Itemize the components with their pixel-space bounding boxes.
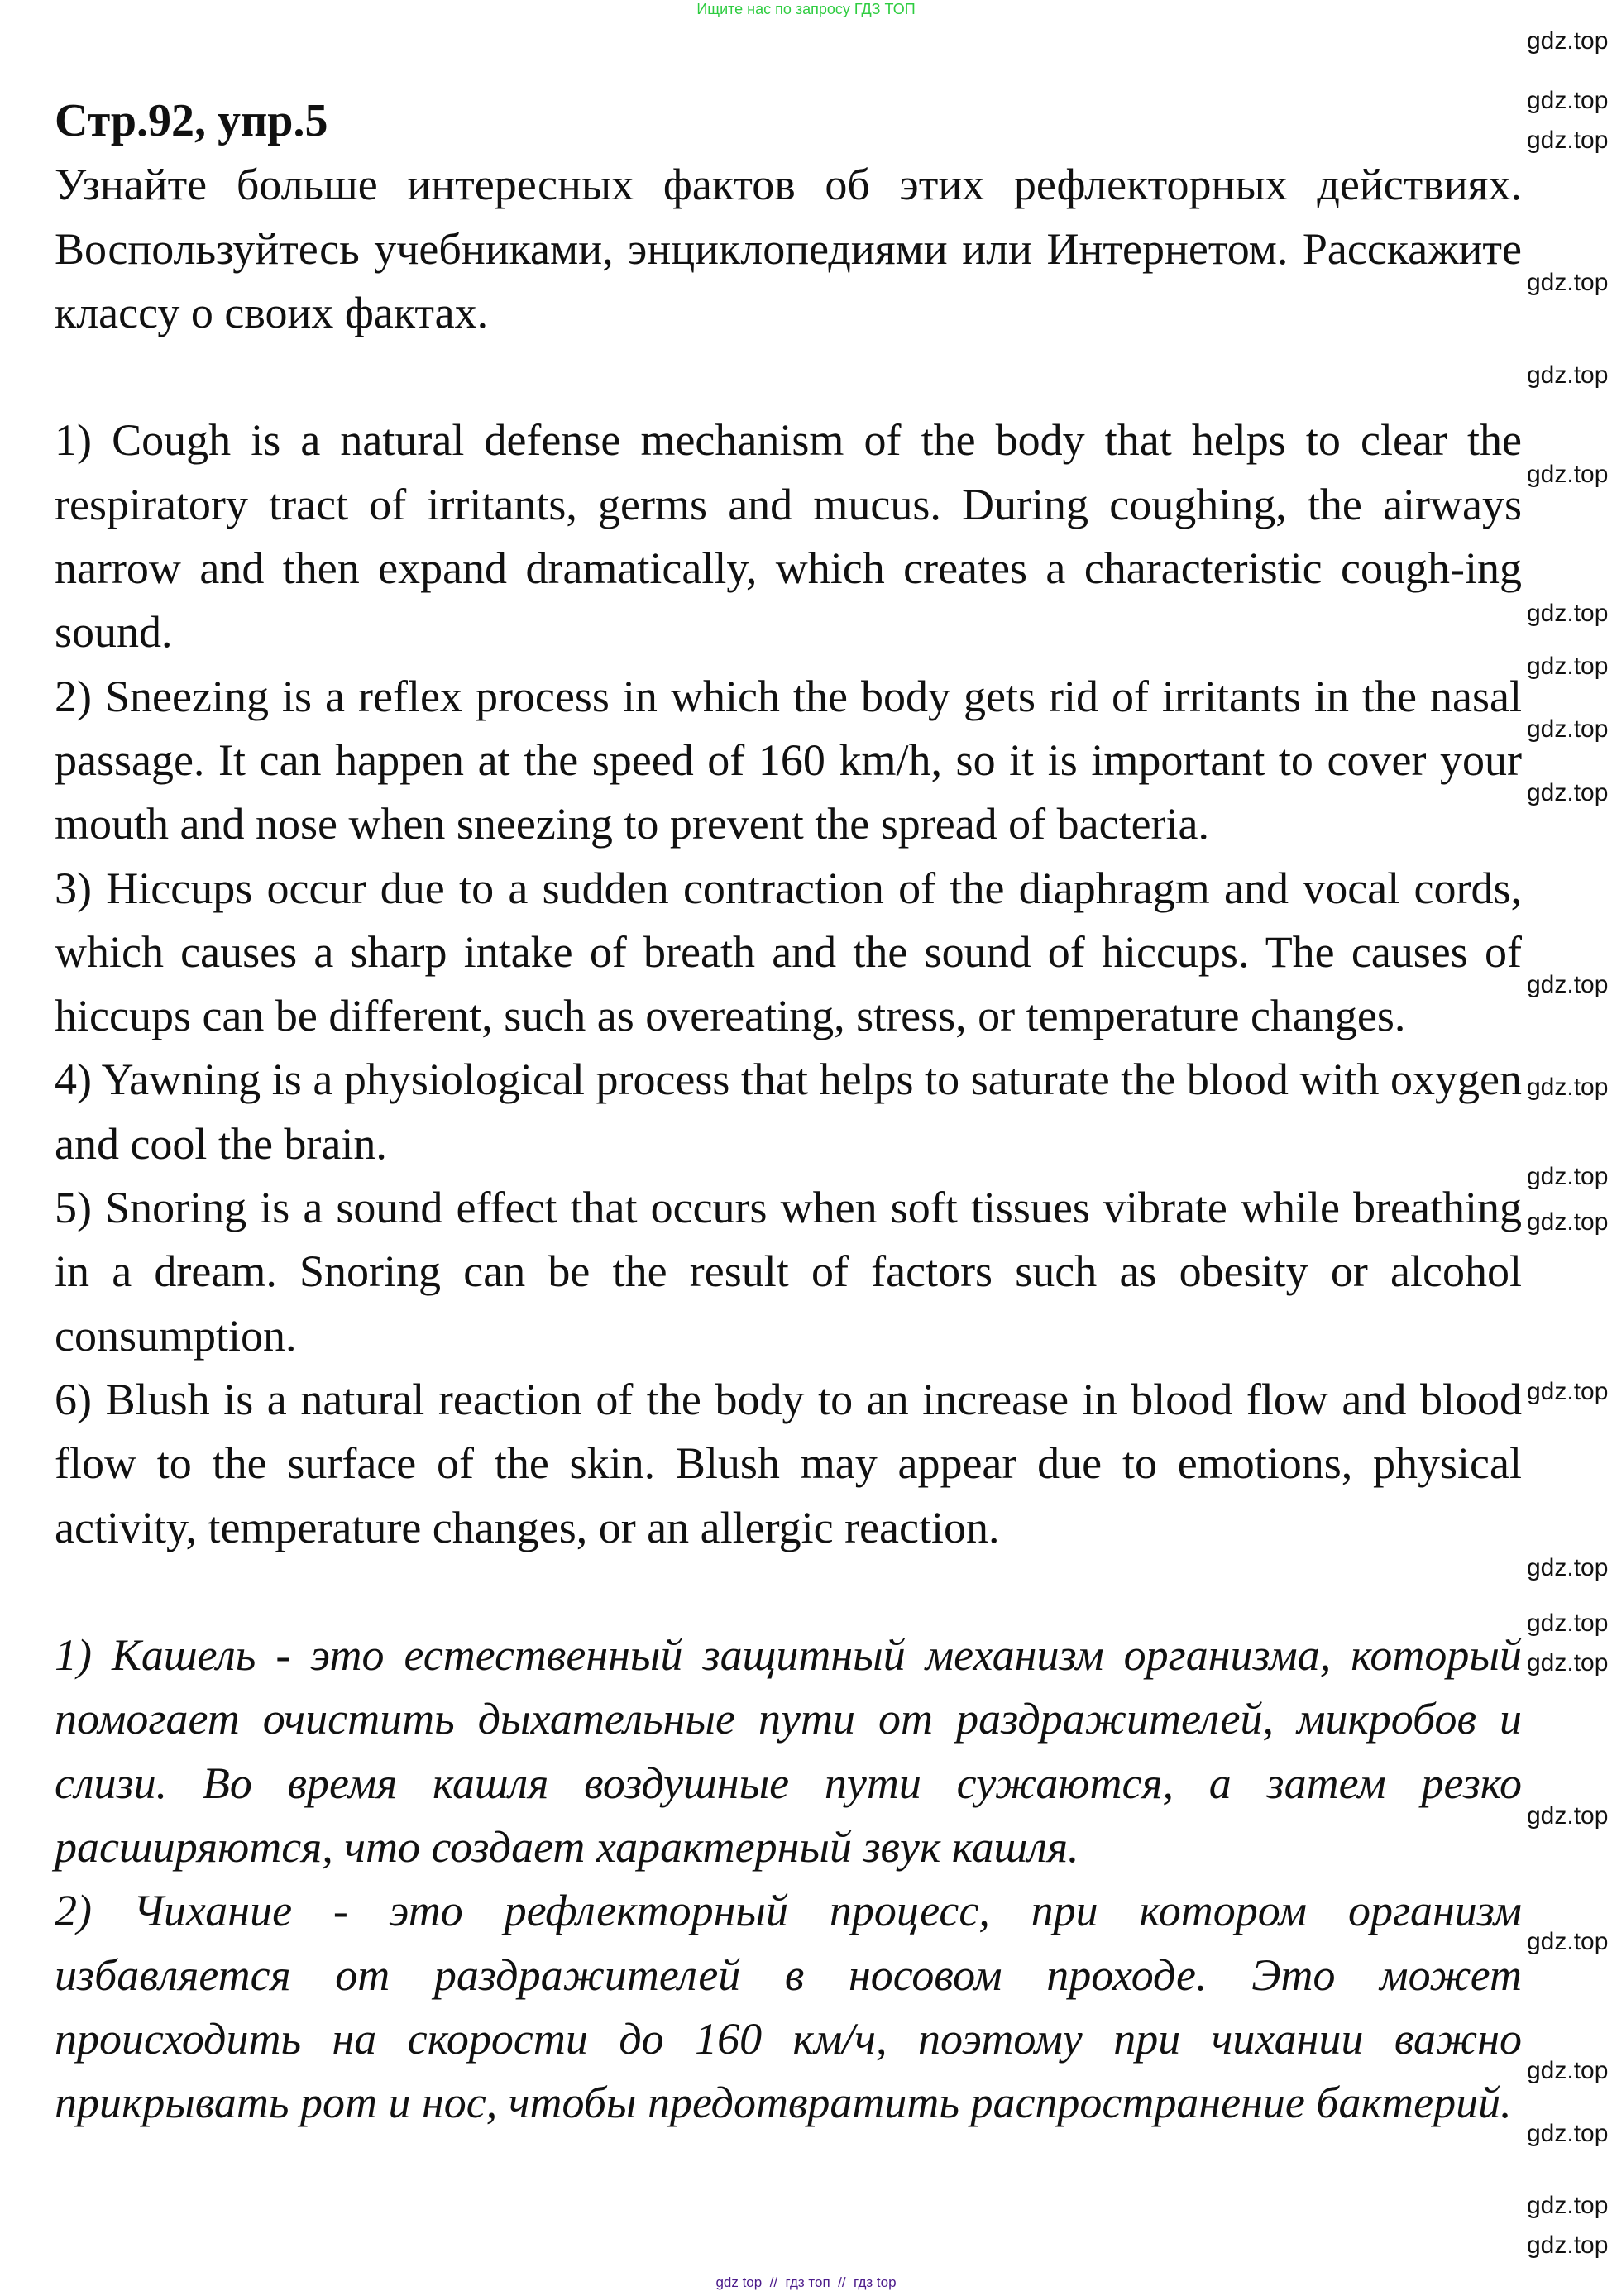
watermark: gdz.top bbox=[1527, 1074, 1609, 1101]
watermark: gdz.top bbox=[1527, 2120, 1609, 2147]
answer-en-1: 1) Cough is a natural defense mechanism of the body that helps to clear the respiratory tract of irritants, germs and mucus. During coughing, the airways narrow and then expand dramatically, which creates a characteristic cough-ing sound. bbox=[55, 415, 1522, 658]
watermark: gdz.top bbox=[1527, 127, 1609, 154]
watermark: gdz.top bbox=[1527, 1802, 1609, 1830]
answer-en-2: 2) Sneezing is a reflex process in which the body gets rid of irritants in the nasal passage. It can happen at the speed of 160 km/h, so it is important to cover your mouth and nose when sneezing to prevent the spread of bacteria. bbox=[55, 671, 1522, 849]
watermark: gdz.top bbox=[1527, 2192, 1609, 2219]
watermark: gdz.top bbox=[1527, 1610, 1609, 1637]
watermark: gdz.top bbox=[1527, 1163, 1609, 1190]
page-title: Стр.92, упр.5 bbox=[55, 95, 328, 146]
watermark: gdz.top bbox=[1527, 87, 1609, 114]
document-body bbox=[55, 89, 1522, 2136]
answer-en-5: 5) Snoring is a sound effect that occurs when soft tissues vibrate while breathing in a dream. Snoring can be the result of factors such as obesity or alcohol consumption. bbox=[55, 1183, 1522, 1361]
watermark: gdz.top bbox=[1527, 27, 1609, 55]
answer-ru-2: 2) Чихание - это рефлекторный процесс, при котором организм избавляется от раздражителей в носовом проходе. Это может происходить на скорости до 160 км/ч, поэтому при чихании важно прикрывать рот и нос, чтобы предотвратить распространение бактерий. bbox=[55, 1886, 1522, 2128]
watermark: gdz.top bbox=[1527, 2231, 1609, 2259]
watermark: gdz.top bbox=[1527, 1208, 1609, 1236]
watermark: gdz.top bbox=[1527, 1928, 1609, 1955]
watermark: gdz.top bbox=[1527, 779, 1609, 806]
watermark: gdz.top bbox=[1527, 600, 1609, 627]
watermark: gdz.top bbox=[1527, 715, 1609, 743]
watermark: gdz.top bbox=[1527, 2057, 1609, 2084]
footer-watermark: gdz top // гдз топ // гдз top bbox=[715, 2274, 897, 2290]
watermark: gdz.top bbox=[1527, 1554, 1609, 1581]
answer-ru-1: 1) Кашель - это естественный защитный механизм организма, который помогает очистить дыхательные пути от раздражителей, микробов и слизи. Во время кашля воздушные пути сужаются, а затем резко расширяются, что создает характерный звук кашля. bbox=[55, 1630, 1522, 1873]
watermark: gdz.top bbox=[1527, 361, 1609, 389]
search-banner: Ищите нас по запросу ГДЗ ТОП bbox=[696, 1, 916, 17]
watermark: gdz.top bbox=[1527, 653, 1609, 680]
watermark: gdz.top bbox=[1527, 1378, 1609, 1405]
watermark: gdz.top bbox=[1527, 461, 1609, 488]
answer-en-3: 3) Hiccups occur due to a sudden contraction of the diaphragm and vocal cords, which causes a sharp intake of breath and the sound of hiccups. The causes of hiccups can be different, such as overeating, stress, or temperature changes. bbox=[55, 863, 1522, 1041]
task-text: Узнайте больше интересных фактов об этих рефлекторных действиях. Воспользуйтесь учебниками, энциклопедиями или Интернетом. Расскажите классу о своих фактах. bbox=[55, 160, 1522, 337]
watermark: gdz.top bbox=[1527, 269, 1609, 296]
watermark: gdz.top bbox=[1527, 1649, 1609, 1677]
watermark: gdz.top bbox=[1527, 971, 1609, 998]
answer-en-4: 4) Yawning is a physiological process that helps to saturate the blood with oxygen and cool the brain. bbox=[55, 1055, 1522, 1169]
answer-en-6: 6) Blush is a natural reaction of the body to an increase in blood flow and blood flow to the surface of the skin. Blush may appear due to emotions, physical activity, temperature changes, or an allergic reaction. bbox=[55, 1374, 1522, 1552]
